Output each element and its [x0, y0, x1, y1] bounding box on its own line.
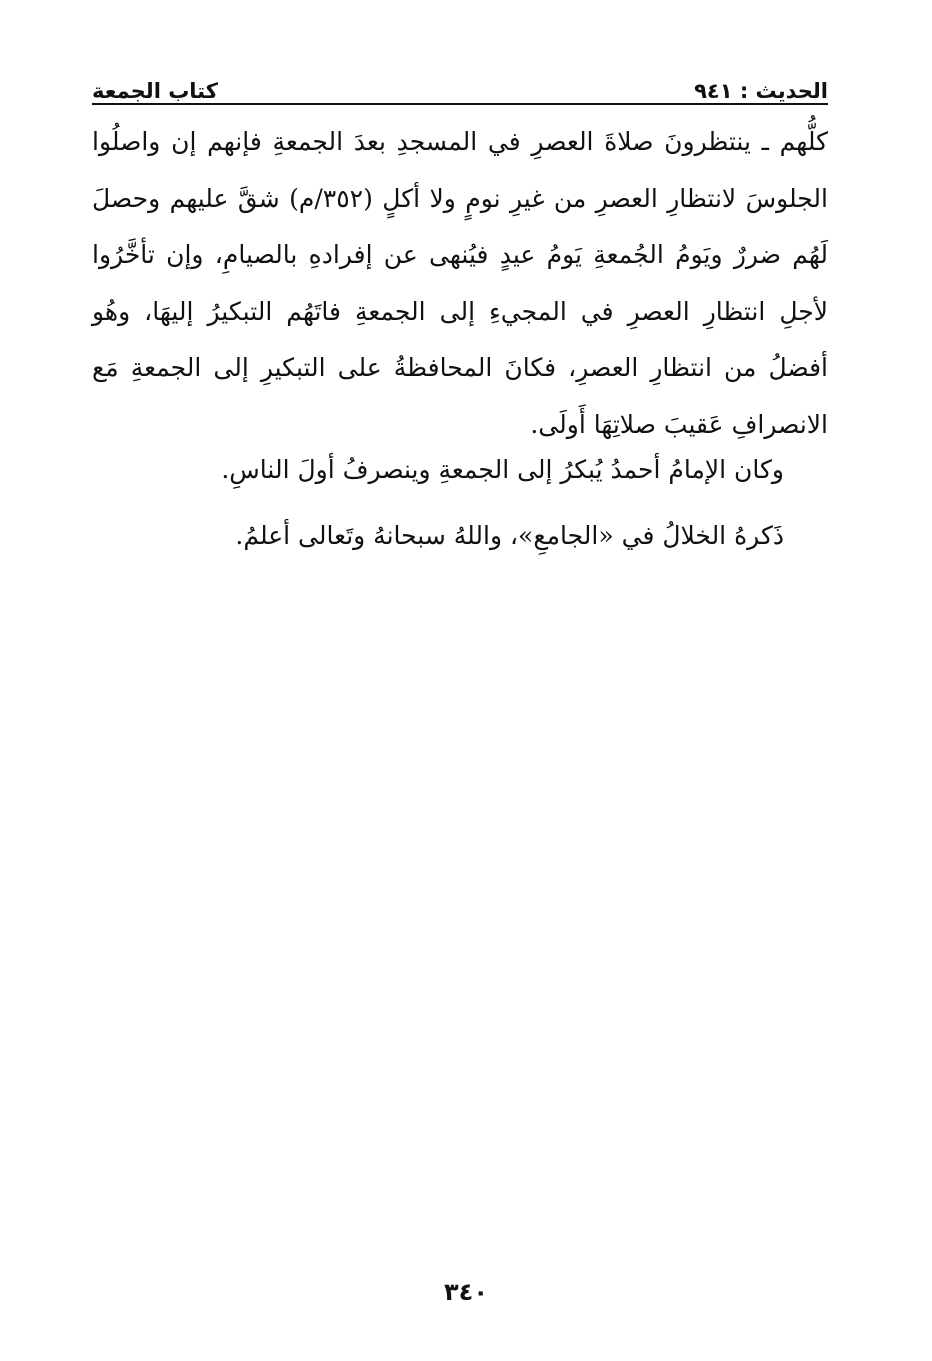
main-text-block [92, 114, 828, 453]
running-header [92, 64, 828, 102]
main-paragraph: كلُّهم ـ ينتظرونَ صلاةَ العصرِ في المسجدِ بعدَ الجمعةِ فإنهم إن واصلُوا الجلوسَ لانتظارِ العصرِ من غيرِ نومٍ ولا أكلٍ (٣٥٢/م) شقَّ عليهم وحصلَ لَهُم ضررٌ ويَومُ الجُمعةِ يَومُ عيدٍ فيُنهى عن إفرادهِ بالصيامِ، وإن تأخَّرُوا لأجلِ انتظارِ العصرِ في المجيءِ إلى الجمعةِ فاتَهُم التبكيرُ إليهَا، وهُو أفضلُ من انتظارِ العصرِ، فكانَ المحافظةُ على التبكيرِ إلى الجمعةِ مَع الانصرافِ عَقيبَ صلاتِهَا أَولَى. [92, 127, 828, 439]
hadith-number-label: الحديث : ٩٤١ [694, 79, 828, 103]
paragraph-imam-ahmad: وكان الإمامُ أحمدُ يُبكرُ إلى الجمعةِ وينصرفُ أولَ الناسِ. [221, 455, 784, 484]
paragraph-closing: ذَكرهُ الخلالُ في «الجامعِ»، واللهُ سبحانهُ وتَعالى أعلمُ. [235, 521, 784, 550]
page-number: ٣٤٠ [444, 1278, 488, 1306]
header-divider [92, 103, 828, 105]
book-title: كتاب الجمعة [92, 79, 218, 103]
